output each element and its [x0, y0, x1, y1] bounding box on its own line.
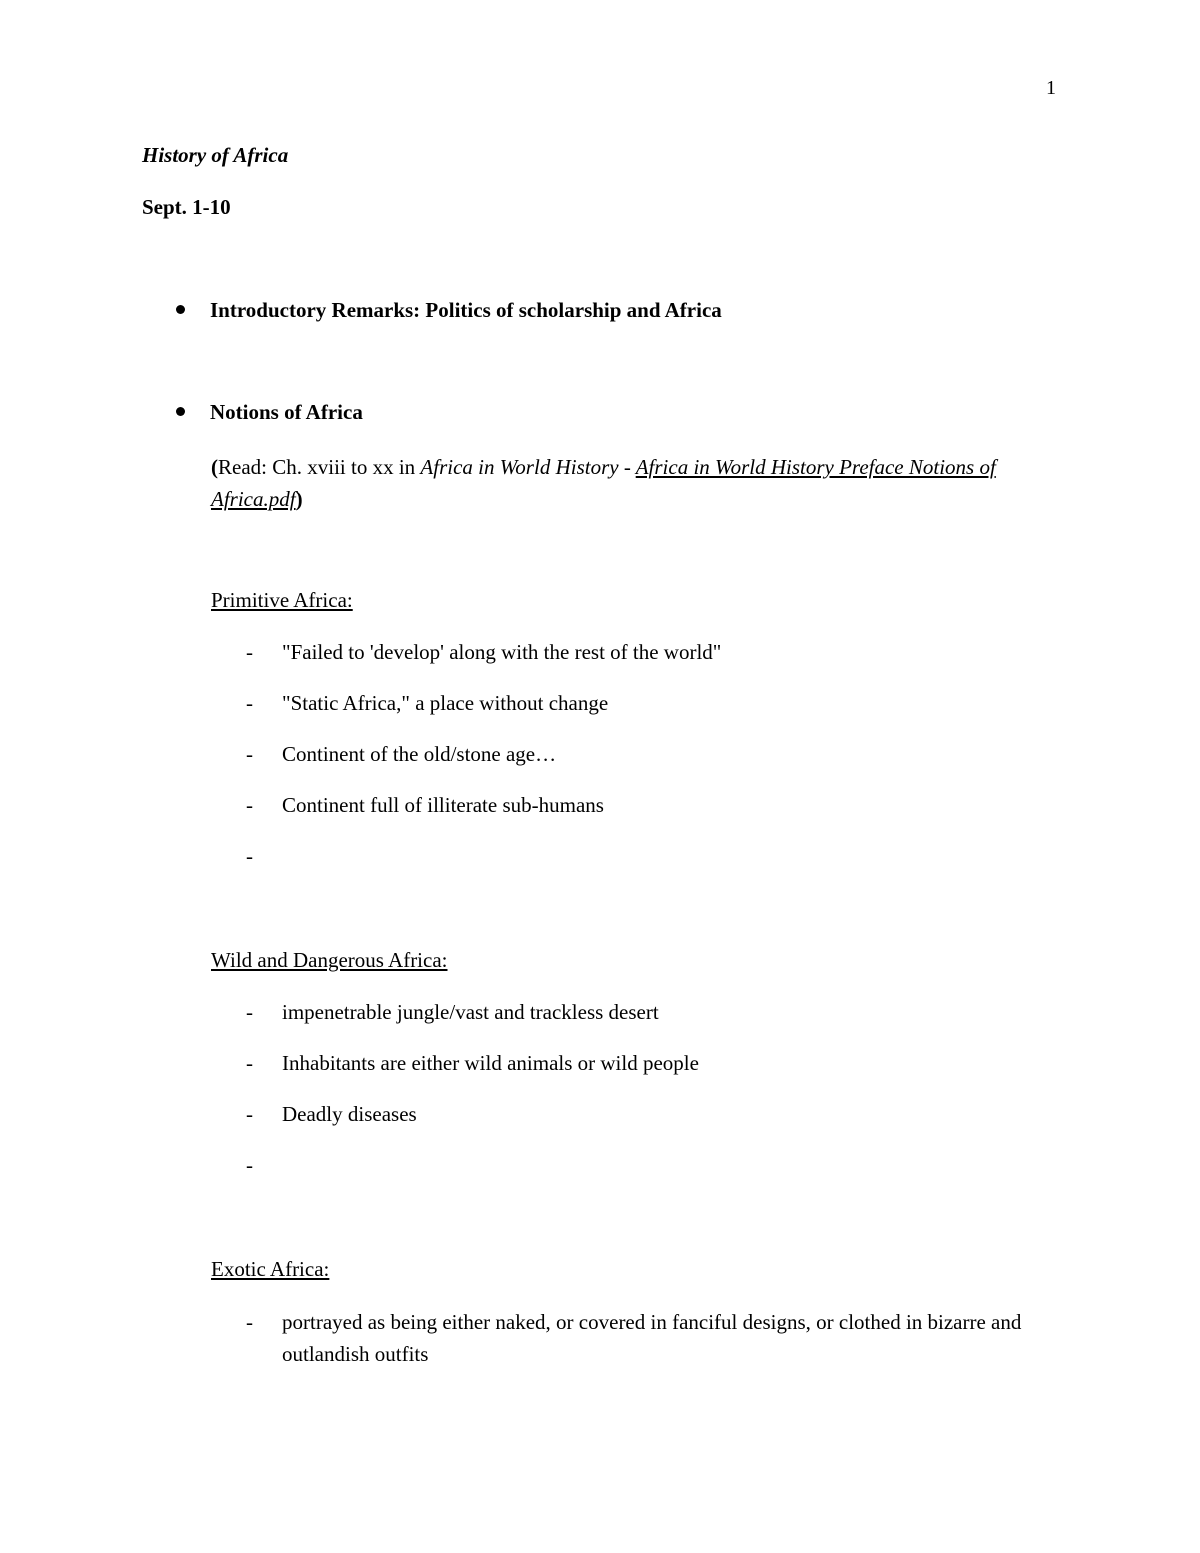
list-item-text: Continent full of illiterate sub-humans	[282, 793, 604, 817]
dash-marker: -	[246, 844, 253, 868]
reading-prefix: Read: Ch. xviii to xx in	[218, 455, 421, 479]
list-item-text: impenetrable jungle/vast and trackless desert	[282, 1000, 659, 1024]
list-item	[246, 1098, 1026, 1130]
dash-marker: -	[246, 1102, 253, 1126]
topic-introductory-remarks	[176, 296, 722, 325]
bullet-icon	[176, 305, 185, 314]
list-item	[246, 1047, 1026, 1079]
list-item-text: portrayed as being either naked, or covered in fanciful designs, or clothed in bizarre and outlandish outfits	[282, 1310, 1022, 1366]
list-item-empty	[246, 840, 1026, 872]
reading-assignment	[211, 451, 1011, 515]
reading-open-paren: (	[211, 455, 218, 479]
list-item-text: Deadly diseases	[282, 1102, 417, 1126]
list-item	[246, 789, 1026, 821]
list-item	[246, 738, 1026, 770]
reading-book-title: Africa in World History	[420, 455, 619, 479]
list-item-text: Continent of the old/stone age…	[282, 742, 557, 766]
dash-marker: -	[246, 1153, 253, 1177]
list-item	[246, 636, 1026, 668]
reading-pdf-link[interactable]: Africa in World History Preface Notions of Africa.pdf	[211, 455, 996, 511]
dash-marker: -	[246, 1000, 253, 1024]
list-item-empty	[246, 1149, 1026, 1181]
dash-marker: -	[246, 742, 253, 766]
reading-separator: -	[618, 455, 636, 479]
section-heading-wild-dangerous-africa: Wild and Dangerous Africa:	[211, 948, 448, 972]
list-item	[246, 687, 1026, 719]
page-number: 1	[1046, 77, 1056, 99]
reading-close-paren: )	[295, 487, 303, 511]
primitive-africa-list	[246, 636, 1026, 891]
list-item-text: "Failed to 'develop' along with the rest of the world"	[282, 640, 722, 664]
date-range: Sept. 1-10	[142, 195, 231, 219]
list-item	[246, 1306, 1026, 1370]
dash-marker: -	[246, 793, 253, 817]
dash-marker: -	[246, 1051, 253, 1075]
dash-marker: -	[246, 1310, 253, 1334]
section-heading-exotic-africa: Exotic Africa:	[211, 1257, 330, 1281]
section-heading-primitive-africa: Primitive Africa:	[211, 588, 353, 612]
exotic-africa-list	[246, 1306, 1026, 1389]
list-item-text: Inhabitants are either wild animals or wild people	[282, 1051, 699, 1075]
topic-label: Notions of Africa	[210, 400, 363, 424]
course-title: History of Africa	[142, 143, 289, 167]
dash-marker: -	[246, 640, 253, 664]
dash-marker: -	[246, 691, 253, 715]
topic-notions-of-africa	[176, 398, 363, 427]
wild-dangerous-africa-list	[246, 996, 1026, 1200]
list-item	[246, 996, 1026, 1028]
topic-label: Introductory Remarks: Politics of scholarship and Africa	[210, 298, 722, 322]
list-item-text: "Static Africa," a place without change	[282, 691, 609, 715]
bullet-icon	[176, 407, 185, 416]
